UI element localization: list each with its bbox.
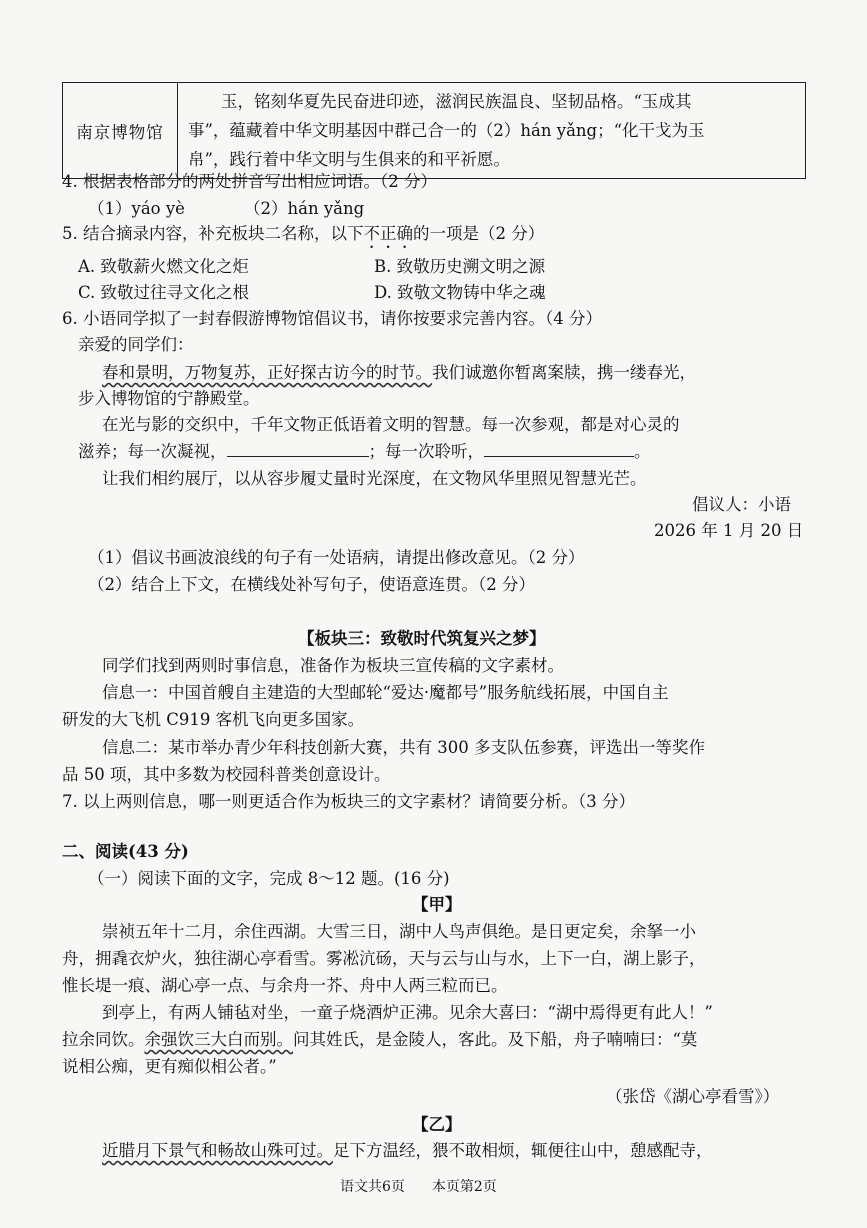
jia-para2-a: 拉余同饮。 xyxy=(62,1030,145,1049)
footer-page: 本页第2页 xyxy=(431,1179,497,1195)
q5-option-b: B. 致敬历史溯文明之源 xyxy=(374,257,546,276)
q6-blank-2[interactable] xyxy=(484,440,634,457)
q4-pinyin-1: （1）yáo yè xyxy=(88,199,185,218)
q6-para1-line1 xyxy=(102,359,696,383)
q6-signature: 倡议人：小语 xyxy=(692,495,791,514)
jia-wavy-sentence: 余强饮三大白而别。 xyxy=(144,1030,293,1049)
jia-para2-line3: 说相公痴，更有痴似相公者。” xyxy=(62,1057,277,1076)
jia-para2-line1: 到亭上，有两人铺毡对坐，一童子烧酒炉正沸。见余大喜曰：“湖中焉得更有此人！” xyxy=(102,1003,713,1022)
jia-source: （张岱《湖心亭看雪》） xyxy=(606,1087,780,1106)
q6-sub2: （2）结合上下文，在横线处补写句子，使语意连贯。（2 分） xyxy=(88,575,535,594)
q6-greeting: 亲爱的同学们： xyxy=(78,335,194,354)
jia-label: 【甲】 xyxy=(412,895,462,914)
museum-table xyxy=(62,82,806,179)
q5-stem xyxy=(62,220,544,252)
yi-label: 【乙】 xyxy=(412,1115,462,1134)
q5-option-a: A. 致敬薪火燃文化之炬 xyxy=(78,257,249,276)
q6-para2-line1: 在光与影的交织中，千年文物正低语着文明的智慧。每一次参观，都是对心灵的 xyxy=(102,415,680,434)
museum-desc-line1: 玉，铭刻华夏先民奋进印迹，滋润民族温良、坚韧品格。“玉成其 xyxy=(221,92,692,111)
q6-blank-1[interactable] xyxy=(227,440,369,457)
museum-desc-cell xyxy=(178,83,806,179)
q5-stem-c: 的一项是（2 分） xyxy=(413,224,545,243)
jia-para2-b: 问其姓氏，是金陵人，客此。及下船，舟子喃喃曰：“莫 xyxy=(293,1030,698,1049)
q6-para3: 让我们相约展厅，以从容步履丈量时光深度，在文物风华里照见智慧光芒。 xyxy=(102,469,647,488)
section3-info2-line1: 信息二：某市举办青少年科技创新大赛，共有 300 多支队伍参赛，评选出一等奖作 xyxy=(102,738,705,757)
footer xyxy=(340,1176,497,1196)
q6-para2-a: 滋养；每一次凝视， xyxy=(78,442,227,461)
q6-para1-line2: 步入博物馆的宁静殿堂。 xyxy=(78,389,260,408)
jia-para1-line2: 舟，拥毳衣炉火，独往湖心亭看雪。雾凇沆砀，天与云与山与水，上下一白，湖上影子， xyxy=(62,949,706,968)
yi-wavy-sentence: 近腊月下景气和畅故山殊可过。 xyxy=(102,1141,333,1160)
jia-para2-line2 xyxy=(62,1026,697,1050)
q5-stem-a: 5. 结合摘录内容，补充板块二名称，以下 xyxy=(62,224,364,243)
q6-para1-rest: 我们诚邀你暂离案牍，携一缕春光， xyxy=(432,363,696,382)
section3-info1-line1: 信息一：中国首艘自主建造的大型邮轮“爱达·魔都号”服务航线拓展，中国自主 xyxy=(102,683,669,702)
reading-subheading: （一）阅读下面的文字，完成 8～12 题。(16 分) xyxy=(88,869,450,888)
section3-heading: 【板块三：致敬时代筑复兴之梦】 xyxy=(298,629,546,648)
section3-intro: 同学们找到两则时事信息，准备作为板块三宣传稿的文字素材。 xyxy=(102,656,564,675)
q6-stem: 6. 小语同学拟了一封春假游博物馆倡议书，请你按要求完善内容。（4 分） xyxy=(62,309,602,328)
footer-total: 语文共6页 xyxy=(340,1179,405,1195)
q5-stem-emphasis: 不正确 xyxy=(363,224,413,243)
section3-info2-line2: 品 50 项，其中多数为校园科普类创意设计。 xyxy=(62,765,391,784)
q6-date: 2026 年 1 月 20 日 xyxy=(654,521,804,540)
museum-desc-line2: 事”，蕴藏着中华文明基因中群己合一的（2）hán yǎng；“化干戈为玉 xyxy=(188,121,705,140)
q7-stem: 7. 以上两则信息，哪一则更适合作为板块三的文字素材？请简要分析。（3 分） xyxy=(62,792,635,811)
jia-para1-line1: 崇祯五年十二月，余住西湖。大雪三日，湖中人鸟声俱绝。是日更定矣，余拏一小 xyxy=(102,922,696,941)
jia-para1-line3: 惟长堤一痕、湖心亭一点、与余舟一芥、舟中人两三粒而已。 xyxy=(62,976,508,995)
reading-heading: 二、阅读(43 分) xyxy=(62,842,189,861)
q5-option-d: D. 致敬文物铸中华之魂 xyxy=(374,283,546,302)
q5-option-c: C. 致敬过往寻文化之根 xyxy=(78,283,250,302)
q6-para2-line2 xyxy=(78,438,651,462)
yi-rest: 足下方温经，猥不敢相烦，辄便往山中，憩感配寺， xyxy=(333,1141,713,1160)
q4-pinyin-2: （2）hán yǎng xyxy=(244,199,365,218)
q6-para2-c: 。 xyxy=(634,442,651,461)
q6-wavy-sentence: 春和景明，万物复苏，正好探古访今的时节。 xyxy=(102,363,432,382)
yi-line1 xyxy=(102,1137,713,1161)
q4-stem: 4. 根据表格部分的两处拼音写出相应词语。（2 分） xyxy=(62,172,437,191)
museum-desc-line3: 帛”，践行着中华文明与生俱来的和平祈愿。 xyxy=(188,150,510,169)
q6-para2-b: ；每一次聆听， xyxy=(368,442,484,461)
museum-name-cell: 南京博物馆 xyxy=(63,83,178,179)
section3-info1-line2: 研发的大飞机 C919 客机飞向更多国家。 xyxy=(62,710,365,729)
q6-sub1: （1）倡议书画波浪线的句子有一处语病，请提出修改意见。（2 分） xyxy=(88,548,585,567)
